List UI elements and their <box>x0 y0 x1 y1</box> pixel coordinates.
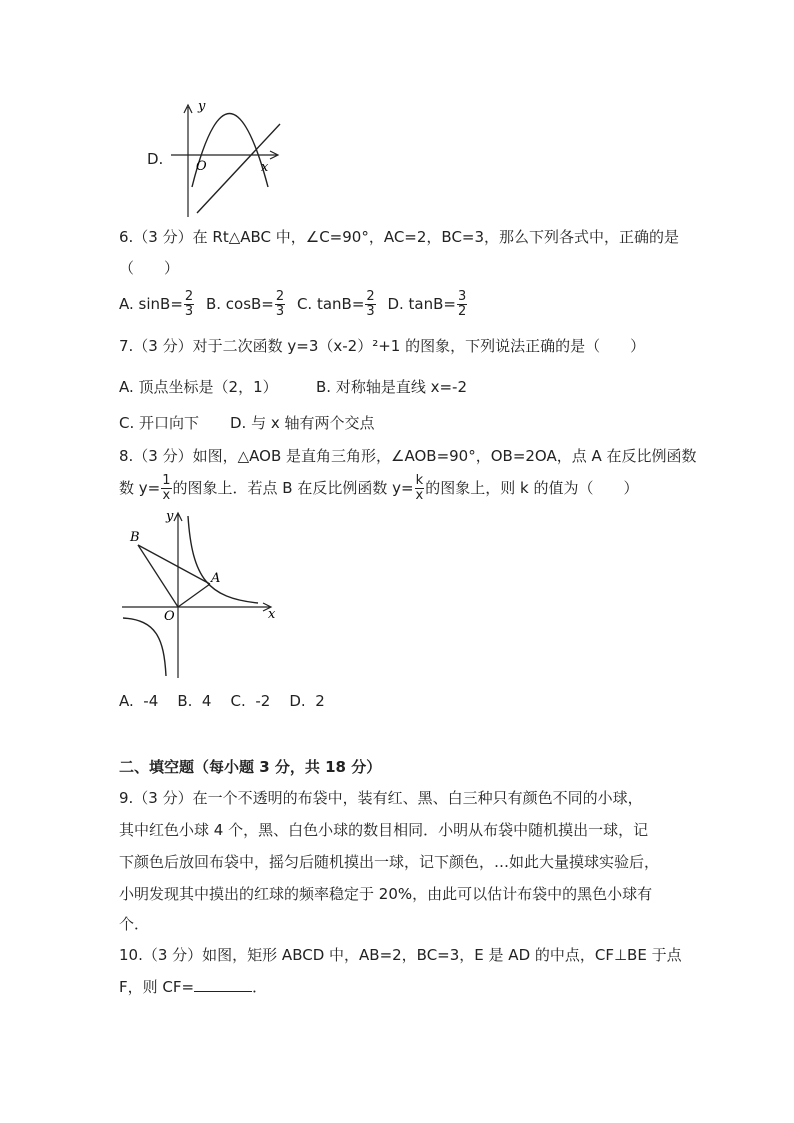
q6-option-a: A. sinB= $\frac{2}{3}$ <box>119 289 194 319</box>
q5-option-d-label: D. <box>147 150 164 168</box>
q9-line1: 9.（3 分）在一个不透明的布袋中，装有红、黑、白三种只有颜色不同的小球， <box>119 789 643 807</box>
q10-answer-blank[interactable] <box>194 977 252 992</box>
q9-line3: 下颜色后放回布袋中，摇匀后随机摸出一球，记下颜色，…如此大量摸球实验后， <box>119 853 660 871</box>
q6-options <box>119 290 468 319</box>
q7-stem: 7.（3 分）对于二次函数 y=3（x-2）²+1 的图象，下列说法正确的是（ ） <box>119 337 646 355</box>
q8-segment-ob <box>138 545 178 607</box>
q9-line2: 其中红色小球 4 个，黑、白色小球的数目相同．小明从布袋中随机摸出一球，记 <box>119 821 649 839</box>
q8-stem-line2: 数 y= $\frac{1}{x}$ 的图象上．若点 B 在反比例函数 y= $\frac{k}{x}$ 的图象上，则 k 的值为（ ） <box>119 473 639 503</box>
q6-stem-line1: 6.（3 分）在 Rt△ABC 中，∠C=90°，AC=2，BC=3，那么下列各式中，正确的是 <box>119 228 680 246</box>
q8-label-b: B <box>130 530 140 545</box>
q5-parabola <box>192 114 268 188</box>
q8-label-o: O <box>164 609 175 624</box>
q8-label-a: A <box>211 571 221 586</box>
q8-axis-y-label: y <box>166 509 174 524</box>
q8-hyperbola-q3 <box>123 618 166 676</box>
q8-segment-oa <box>178 584 210 607</box>
q10-line2: F，则 CF= ． <box>119 978 268 996</box>
q5-axis-y-label: y <box>198 99 206 114</box>
q7-option-d: D. 与 x 轴有两个交点 <box>230 414 375 432</box>
q8-segment-ab <box>138 545 210 584</box>
q6-option-c: C. tanB= $\frac{2}{3}$ <box>296 289 375 319</box>
q5-axis-x-label: x <box>261 160 269 175</box>
q7-option-a: A. 顶点坐标是（2，1） <box>119 378 278 396</box>
q9-line4: 小明发现其中摸出的红球的频率稳定于 20%，由此可以估计布袋中的黑色小球有 <box>119 885 653 903</box>
q6-stem-line2: （ ） <box>119 259 180 277</box>
q6-option-d: D. tanB= $\frac{3}{2}$ <box>387 289 467 319</box>
section2-title: 二、填空题（每小题 3 分，共 18 分） <box>119 758 382 776</box>
q8-options: A. -4 B. 4 C. -2 D. 2 <box>119 692 325 710</box>
q8-stem-line1: 8.（3 分）如图，△AOB 是直角三角形，∠AOB=90°，OB=2OA，点 A 在反比例函数 <box>119 447 697 465</box>
q8-axis-x-label: x <box>268 607 276 622</box>
q8-graph <box>118 508 288 680</box>
q9-line5: 个． <box>119 915 150 933</box>
q5-option-d-graph <box>165 95 290 220</box>
q7-option-c: C. 开口向下 <box>119 414 200 432</box>
q7-option-b: B. 对称轴是直线 x=-2 <box>316 378 467 396</box>
q10-line1: 10.（3 分）如图，矩形 ABCD 中，AB=2，BC=3，E 是 AD 的中点，CF⊥BE 于点 <box>119 946 682 964</box>
q6-option-b: B. cosB= $\frac{2}{3}$ <box>205 289 285 319</box>
q8-hyperbola-q1 <box>188 516 258 603</box>
q5-origin-label: O <box>196 159 207 174</box>
